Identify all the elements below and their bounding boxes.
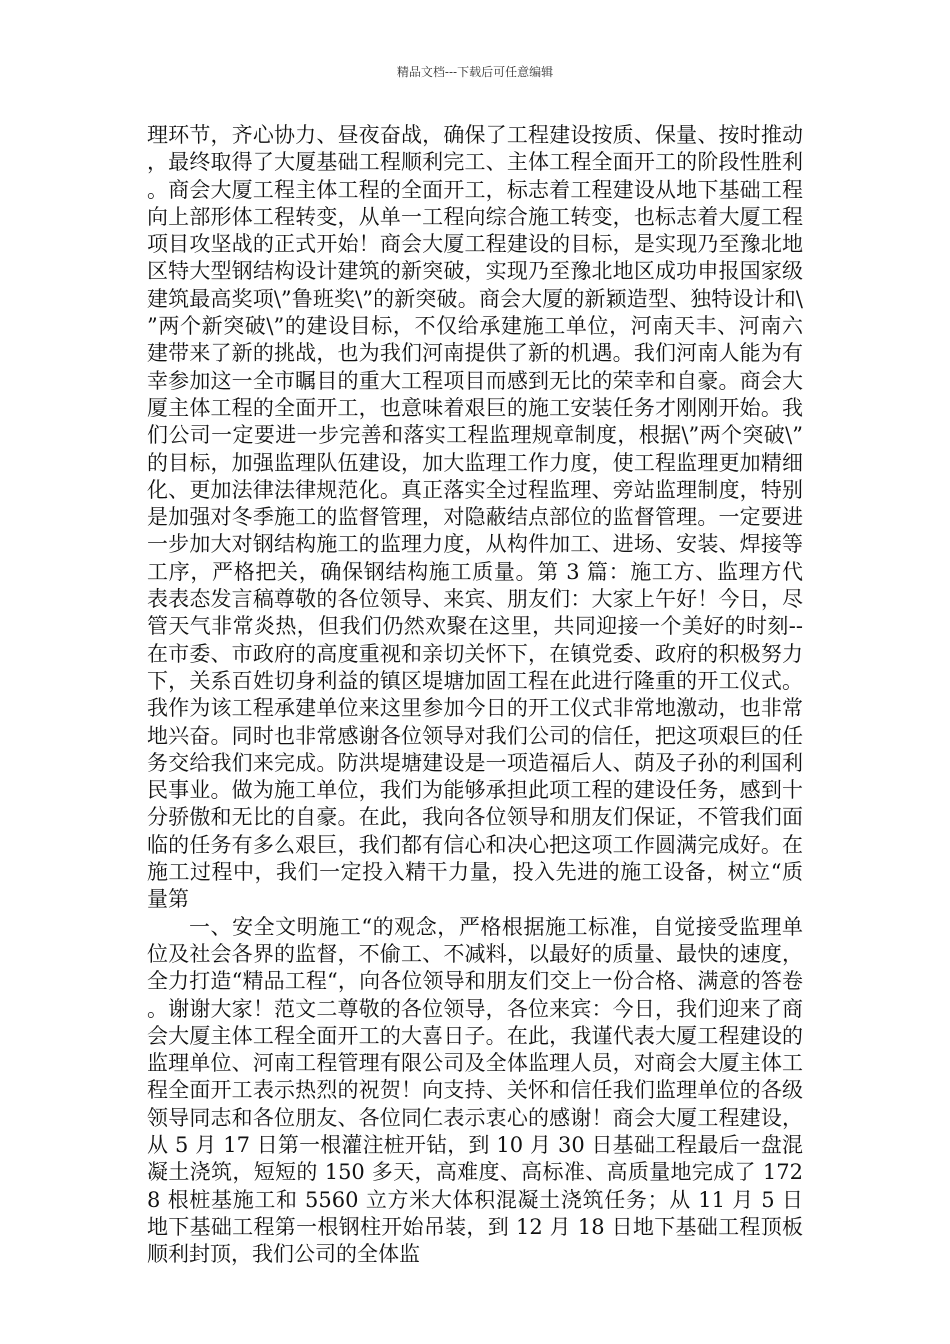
document-body — [147, 122, 803, 1268]
paragraph-1: 理环节，齐心协力、昼夜奋战，确保了工程建设按质、保量、按时推动，最终取得了大厦基础工程顺利完工、主体工程全面开工的阶段性胜利。商会大厦工程主体工程的全面开工，标志着工程建设从地下基础工程向上部形体工程转变，从单一工程向综合施工转变，也标志着大厦工程项目攻坚战的正式开始！商会大厦工程建设的目标，是实现乃至豫北地区特大型钢结构设计建筑的新突破，实现乃至豫北地区成功申报国家级建筑最高奖项\”鲁班奖\”的新突破。商会大厦的新颖造型、独特设计和\”两个新突破\”的建设目标，不仅给承建施工单位，河南天丰、河南六建带来了新的挑战，也为我们河南提供了新的机遇。我们河南人能为有幸参加这一全市瞩目的重大工程项目而感到无比的荣幸和自豪。商会大厦主体工程的全面开工，也意味着艰巨的施工安装任务才刚刚开始。我们公司一定要进一步完善和落实工程监理规章制度，根据\”两个突破\”的目标，加强监理队伍建设，加大监理工作力度，使工程监理更加精细化、更加法律法律规范化。真正落实全过程监理、旁站监理制度，特别是加强对冬季施工的监督管理，对隐蔽结点部位的监督管理。一定要进一步加大对钢结构施工的监理力度，从构件加工、进场、安装、焊接等工序，严格把关，确保钢结构施工质量。第 3 篇：施工方、监理方代表表态发言稿尊敬的各位领导、来宾、朋友们：大家上午好！今日，尽管天气非常炎热，但我们仍然欢聚在这里，共同迎接一个美好的时刻--在市委、市政府的高度重视和亲切关怀下，在镇党委、政府的积极努力下，关系百姓切身利益的镇区堤塘加固工程在此进行隆重的开工仪式。我作为该工程承建单位来这里参加今日的开工仪式非常地激动，也非常地兴奋。同时也非常感谢各位领导对我们公司的信任，把这项艰巨的任务交给我们来完成。防洪堤塘建设是一项造福后人、荫及子孙的利国利民事业。做为施工单位，我们为能够承担此项工程的建设任务，感到十分骄傲和无比的自豪。在此，我向各位领导和朋友们保证，不管我们面临的任务有多么艰巨，我们都有信心和决心把这项工作圆满完成好。在施工过程中，我们一定投入精干力量，投入先进的施工设备，树立“质量第 — [147, 123, 803, 912]
page-header: 精品文档---下载后可任意编辑 — [396, 65, 554, 79]
paragraph-2: 一、安全文明施工“的观念，严格根据施工标准，自觉接受监理单位及社会各界的监督，不偷工、不减料，以最好的质量、最快的速度，全力打造“精品工程“，向各位领导和朋友们交上一份合格、满意的答卷。谢谢大家！范文二尊敬的各位领导，各位来宾：今日，我们迎来了商会大厦主体工程全面开工的大喜日子。在此，我谨代表大厦工程建设的监理单位、河南工程管理有限公司及全体监理人员，对商会大厦主体工程全面开工表示热烈的祝贺！向支持、关怀和信任我们监理单位的各级领导同志和各位朋友、各位同仁表示衷心的感谢！商会大厦工程建设，从 5 月 17 日第一根灌注桩开钻，到 10 月 30 日基础工程最后一盘混凝土浇筑，短短的 150 多天，高难度、高标准、高质量地完成了 1728 根桩基施工和 5560 立方米大体积混凝土浇筑任务；从 11 月 5 日地下基础工程第一根钢柱开始吊装，到 12 月 18 日地下基础工程顶板顺利封顶，我们公司的全体监 — [147, 914, 803, 1267]
